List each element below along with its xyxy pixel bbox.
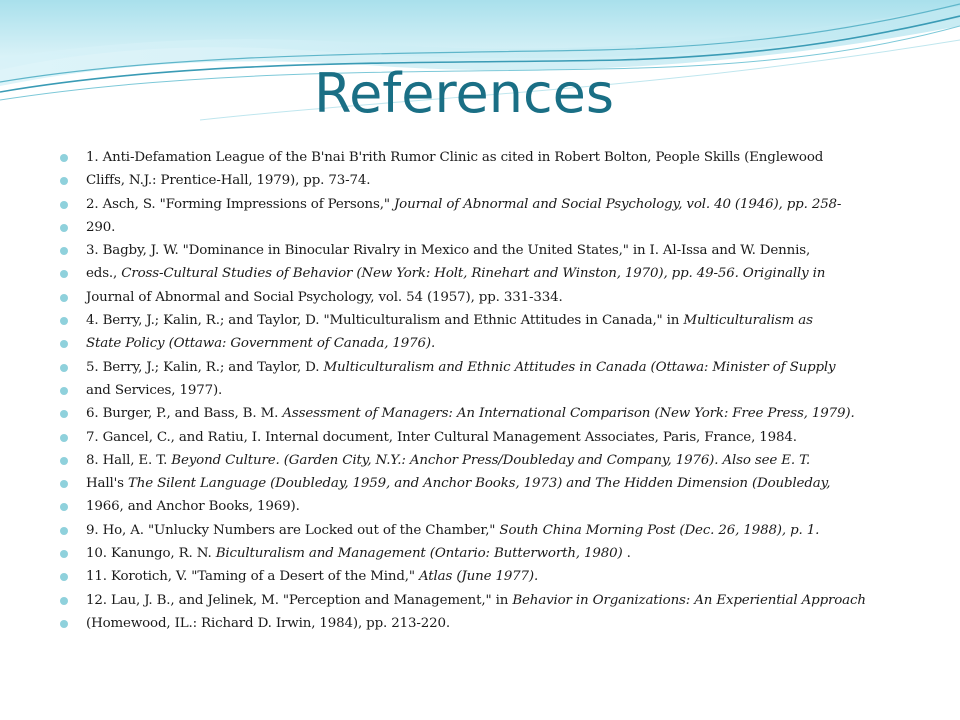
reference-line: [60, 495, 940, 518]
reference-text: Hall's: [86, 476, 128, 492]
bullet-icon: [60, 550, 68, 558]
reference-line: [60, 356, 940, 379]
reference-text: .: [622, 546, 631, 562]
bullet-icon: [60, 177, 68, 185]
reference-line: [60, 402, 940, 425]
reference-line: [60, 612, 940, 635]
reference-italic-text: South China Morning Post (Dec. 26, 1988), p. 1.: [499, 522, 820, 538]
reference-line: [60, 169, 940, 192]
reference-text: 3. Bagby, J. W. "Dominance in Binocular Rivalry in Mexico and the United States," in I. Al-Issa and W. Dennis,: [86, 243, 811, 259]
reference-italic-text: Behavior in Organizations: An Experiential Approach: [512, 592, 866, 608]
reference-line: [60, 309, 940, 332]
reference-text: 7. Gancel, C., and Ratiu, I. Internal document, Inter Cultural Management Associates, Paris, France, 1984.: [86, 429, 797, 445]
reference-text: 10. Kanungo, R. N.: [86, 546, 216, 562]
reference-text: 2. Asch, S. "Forming Impressions of Persons,": [86, 196, 394, 212]
reference-italic-text: The Silent Language (Doubleday, 1959, and Anchor Books, 1973) and The Hidden Dimension (Doubleday,: [128, 476, 831, 492]
reference-text: 11. Korotich, V. "Taming of a Desert of the Mind,": [86, 569, 420, 585]
reference-italic-text: State Policy (Ottawa: Government of Canada, 1976).: [86, 336, 436, 352]
bullet-icon: [60, 317, 68, 325]
reference-text: 12. Lau, J. B., and Jelinek, M. "Perception and Management," in: [86, 592, 513, 608]
bullet-icon: [60, 527, 68, 535]
bullet-icon: [60, 340, 68, 348]
reference-italic-text: Multiculturalism and Ethnic Attitudes in Canada (Ottawa: Minister of Supply: [323, 359, 836, 375]
bullet-icon: [60, 573, 68, 581]
reference-line: [60, 449, 940, 472]
reference-line: [60, 146, 940, 169]
reference-text: (Homewood, IL.: Richard D. Irwin, 1984), pp. 213-220.: [86, 615, 450, 631]
reference-italic-text: Cross-Cultural Studies of Behavior (New York: Holt, Rinehart and Winston, 1970), pp. 49-56. Originally in: [121, 266, 826, 282]
reference-text: 6. Burger, P., and Bass, B. M.: [86, 406, 283, 422]
reference-text: 8. Hall, E. T.: [86, 452, 172, 468]
reference-line: [60, 519, 940, 542]
reference-text: 4. Berry, J.; Kalin, R.; and Taylor, D. "Multiculturalism and Ethnic Attitudes in Canada," in: [86, 313, 684, 329]
reference-line: [60, 565, 940, 588]
bullet-icon: [60, 201, 68, 209]
reference-italic-text: Biculturalism and Management (Ontario: Butterworth, 1980): [215, 546, 623, 562]
bullet-icon: [60, 503, 68, 511]
reference-text: 9. Ho, A. "Unlucky Numbers are Locked out of the Chamber,": [86, 522, 500, 538]
reference-line: [60, 379, 940, 402]
bullet-icon: [60, 364, 68, 372]
reference-italic-text: Multiculturalism as: [683, 313, 813, 329]
reference-italic-text: Assessment of Managers: An International Comparison (New York: Free Press, 1979).: [282, 406, 855, 422]
reference-italic-text: Atlas (June 1977).: [419, 569, 539, 585]
reference-line: [60, 216, 940, 239]
reference-list: [60, 146, 940, 635]
reference-line: [60, 589, 940, 612]
reference-line: [60, 193, 940, 216]
bullet-icon: [60, 457, 68, 465]
reference-text: 5. Berry, J.; Kalin, R.; and Taylor, D.: [86, 359, 324, 375]
bullet-icon: [60, 620, 68, 628]
reference-text: 1966, and Anchor Books, 1969).: [86, 499, 300, 515]
bullet-icon: [60, 597, 68, 605]
bullet-icon: [60, 387, 68, 395]
reference-text: Journal of Abnormal and Social Psychology, vol. 54 (1957), pp. 331-334.: [86, 289, 563, 305]
bullet-icon: [60, 434, 68, 442]
bullet-icon: [60, 154, 68, 162]
reference-text: 1. Anti-Defamation League of the B'nai B'rith Rumor Clinic as cited in Robert Bolton, People Skills (Englewood: [86, 150, 824, 165]
reference-line: [60, 262, 940, 285]
reference-line: [60, 426, 940, 449]
reference-italic-text: Beyond Culture. (Garden City, N.Y.: Anchor Press/Doubleday and Company, 1976). Also see E. T.: [171, 452, 810, 468]
reference-italic-text: Journal of Abnormal and Social Psychology, vol. 40 (1946), pp. 258-: [393, 196, 842, 212]
reference-text: and Services, 1977).: [86, 382, 223, 398]
page-title: References: [313, 62, 615, 125]
reference-line: [60, 286, 940, 309]
reference-text: 290.: [86, 219, 116, 235]
reference-text: eds.,: [86, 266, 122, 282]
bullet-icon: [60, 410, 68, 418]
reference-text: Cliffs, N.J.: Prentice-Hall, 1979), pp. 73-74.: [86, 173, 371, 189]
bullet-icon: [60, 247, 68, 255]
bullet-icon: [60, 224, 68, 232]
bullet-icon: [60, 270, 68, 278]
reference-line: [60, 332, 940, 355]
reference-line: [60, 239, 940, 262]
bullet-icon: [60, 480, 68, 488]
bullet-icon: [60, 294, 68, 302]
reference-line: [60, 472, 940, 495]
reference-line: [60, 542, 940, 565]
